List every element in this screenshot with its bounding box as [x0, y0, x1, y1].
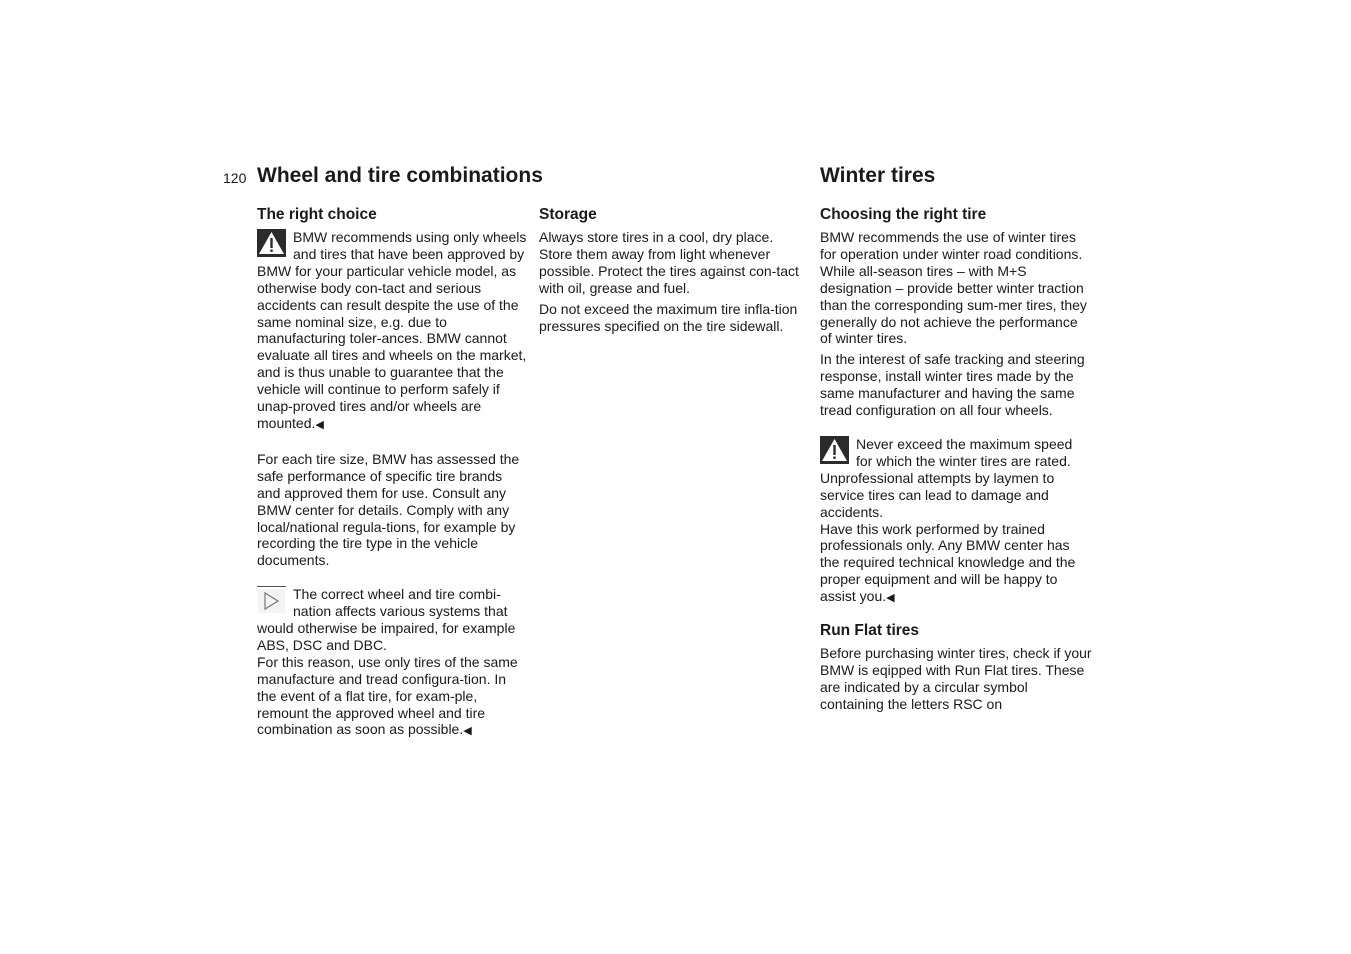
paragraph-winter-recommendation: BMW recommends the use of winter tires for operation under winter road conditions. While all-season tires – with M+S designation – provide better winter traction than the corresponding sum-mer tires, they generally do not achieve the performance of winter tires.	[820, 229, 1087, 347]
heading-right-choice: The right choice	[257, 206, 377, 223]
heading-run-flat: Run Flat tires	[820, 622, 920, 640]
warning-approved-tires-text: BMW recommends using only wheels and tires that have been approved by BMW for your particular vehicle model, as otherwise body con-tact and serious accidents can result despite the use of the same nominal size, e.g. due to manufacturing toler-ances. BMW cannot evaluate all tires and wheels on the market, and is thus unable to guarantee that the vehicle will continue to perform safely if unap-proved tires and/or wheels are mounted.	[257, 229, 527, 431]
note-same-manufacture-text: For this reason, use only tires of the same manufacture and tread configura-tion. In the event of a flat tire, for exam-ple, remount the approved wheel and tire combination as soon as possible.	[257, 653, 518, 738]
paragraph-safe-tracking: In the interest of safe tracking and steering response, install winter tires made by the same manufacturer and having the same tread configuration on all four wheels.	[820, 351, 1085, 419]
warning-laymen-text: Unprofessional attempts by laymen to service tires can lead to damage and accidents.	[820, 469, 1055, 520]
paragraph-run-flat: Before purchasing winter tires, check if your BMW is eqipped with Run Flat tires. These are indicated by a circular symbol containing the letters RSC on	[820, 645, 1092, 712]
column-right-choice	[257, 205, 529, 740]
warning-triangle-icon	[257, 229, 286, 257]
page-title-winter-tires: Winter tires	[820, 164, 936, 187]
warning-block-approved-tires	[257, 229, 529, 434]
column-storage	[539, 205, 804, 334]
heading-storage: Storage	[539, 206, 597, 223]
end-of-section-triangle-icon: ◀	[463, 725, 472, 738]
paragraph-inflation-pressure: Do not exceed the maximum tire infla-tion pressures specified on the tire sidewall.	[539, 300, 798, 334]
paragraph-tire-assessment: For each tire size, BMW has assessed the safe performance of specific tire brands and approved them for use. Consult any BMW center for details. Comply with any local/national regula-tions, for example by recording the tire type in the vehicle documents.	[257, 450, 520, 569]
end-of-section-triangle-icon: ◀	[315, 418, 324, 431]
paragraph-storage: Always store tires in a cool, dry place. Store them away from light whenever possible. Protect the tires against con-tact with oil, grease and fuel.	[539, 229, 799, 296]
note-wheel-combination-text: The correct wheel and tire combi-nation affects various systems that would otherwise be impaired, for example ABS, DSC and DBC.	[257, 586, 516, 653]
end-of-section-triangle-icon: ◀	[886, 592, 895, 605]
warning-speed-text: Never exceed the maximum speed for which the winter tires are rated.	[856, 435, 1073, 469]
column-winter-tires	[820, 205, 1092, 713]
page-number: 120	[223, 170, 247, 186]
note-arrow-icon	[257, 586, 286, 614]
warning-trained-professionals-text: Have this work performed by trained professionals only. Any BMW center has the required technical knowledge and the proper equipment and will be happy to assist you.	[820, 520, 1076, 605]
heading-choosing-tire: Choosing the right tire	[820, 206, 987, 223]
warning-triangle-icon	[820, 436, 849, 464]
page-title-wheel-tire: Wheel and tire combinations	[257, 164, 543, 187]
note-block-wheel-combination	[257, 586, 529, 740]
warning-block-winter-speed	[820, 436, 1092, 607]
